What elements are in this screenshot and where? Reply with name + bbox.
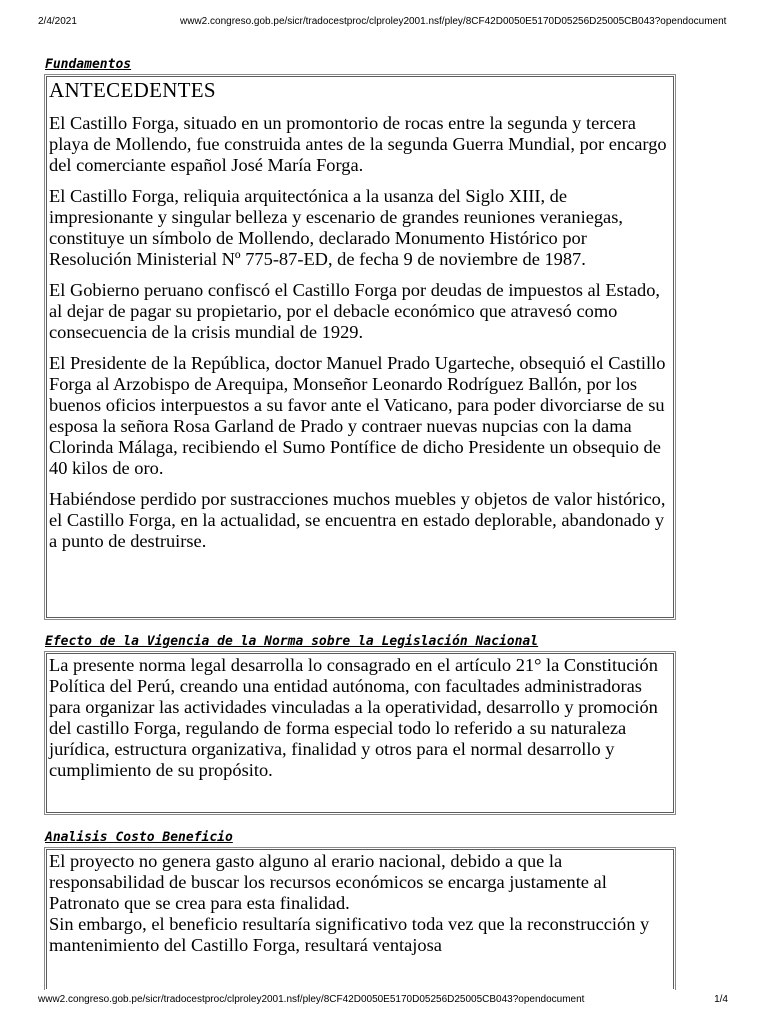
print-url: www2.congreso.gob.pe/sicr/tradocestproc/clproley2001.nsf/pley/8CF42D0050E5170D05256D25005CB043?opendocument [180,16,727,27]
page-number: 1/4 [714,994,728,1005]
paragraph: El Gobierno peruano confiscó el Castillo Forga por deudas de impuestos al Estado, al dejar de pagar su propietario, por el debacle económico que atravesó como consecuencia de la crisis mundial de 1929. [49,280,661,342]
print-header [38,16,728,27]
paragraph: La presente norma legal desarrolla lo consagrado en el artículo 21° la Constitución Política del Perú, creando una entidad autónoma, con facultades administradoras para organizar las actividades vinculadas a la operatividad, desarrollo y promoción del castillo Forga, regulando de forma especial todo lo referido a su naturaleza jurídica, estructura organizativa, finalidad y otros para el normal desarrollo y cumplimiento de su propósito. [49,655,658,780]
footer-url: www2.congreso.gob.pe/sicr/tradocestproc/clproley2001.nsf/pley/8CF42D0050E5170D05256D25005CB043?opendocument [38,994,585,1005]
paragraph: El Castillo Forga, situado en un promontorio de rocas entre la segunda y tercera playa de Mollendo, fue construida antes de la segunda Guerra Mundial, por encargo del comerciante español José María Forga. [49,113,667,175]
section-title-fundamentos: Fundamentos [45,57,132,72]
efecto-box [44,651,676,815]
print-footer [38,994,728,1005]
fundamentos-box [44,74,676,620]
fundamentos-content [46,76,674,618]
paragraph: El proyecto no genera gasto alguno al erario nacional, debido a que la responsabilidad de buscar los recursos económicos se encarga justamente al Patronato que se crea para esta finalidad. [49,851,607,913]
section-title-costo-beneficio: Analisis Costo Beneficio [45,830,233,845]
paragraph: Habiéndose perdido por sustracciones muchos muebles y objetos de valor histórico, el Castillo Forga, en la actualidad, se encuentra en estado deplorable, abandonado y a punto de destruirse. [49,489,666,551]
antecedentes-heading: ANTECEDENTES [49,78,216,102]
paragraph: El Presidente de la República, doctor Manuel Prado Ugarteche, obsequió el Castillo Forga al Arzobispo de Arequipa, Monseñor Leonardo Rodríguez Ballón, por los buenos oficios interpuestos a su favor ante el Vaticano, para poder divorciarse de su esposa la señora Rosa Garland de Prado y contraer nuevas nupcias con la dama Clorinda Málaga, recibiendo el Sumo Pontífice de dicho Presidente un obsequio de 40 kilos de oro. [49,353,666,478]
efecto-content [46,653,674,813]
print-date: 2/4/2021 [38,16,77,27]
costo-beneficio-box [44,847,676,990]
section-title-efecto: Efecto de la Vigencia de la Norma sobre la Legislación Nacional [45,634,539,649]
paragraph: El Castillo Forga, reliquia arquitectónica a la usanza del Siglo XIII, de impresionante y singular belleza y escenario de grandes reuniones veraniegas, constituye un símbolo de Mollendo, declarado Monumento Histórico por Resolución Ministerial Nº 775-87-ED, de fecha 9 de noviembre de 1987. [49,186,623,269]
paragraph: Sin embargo, el beneficio resultaría significativo toda vez que la reconstrucción y mantenimiento del Castillo Forga, resultará ventajosa [49,914,650,955]
costo-beneficio-content [46,849,674,989]
